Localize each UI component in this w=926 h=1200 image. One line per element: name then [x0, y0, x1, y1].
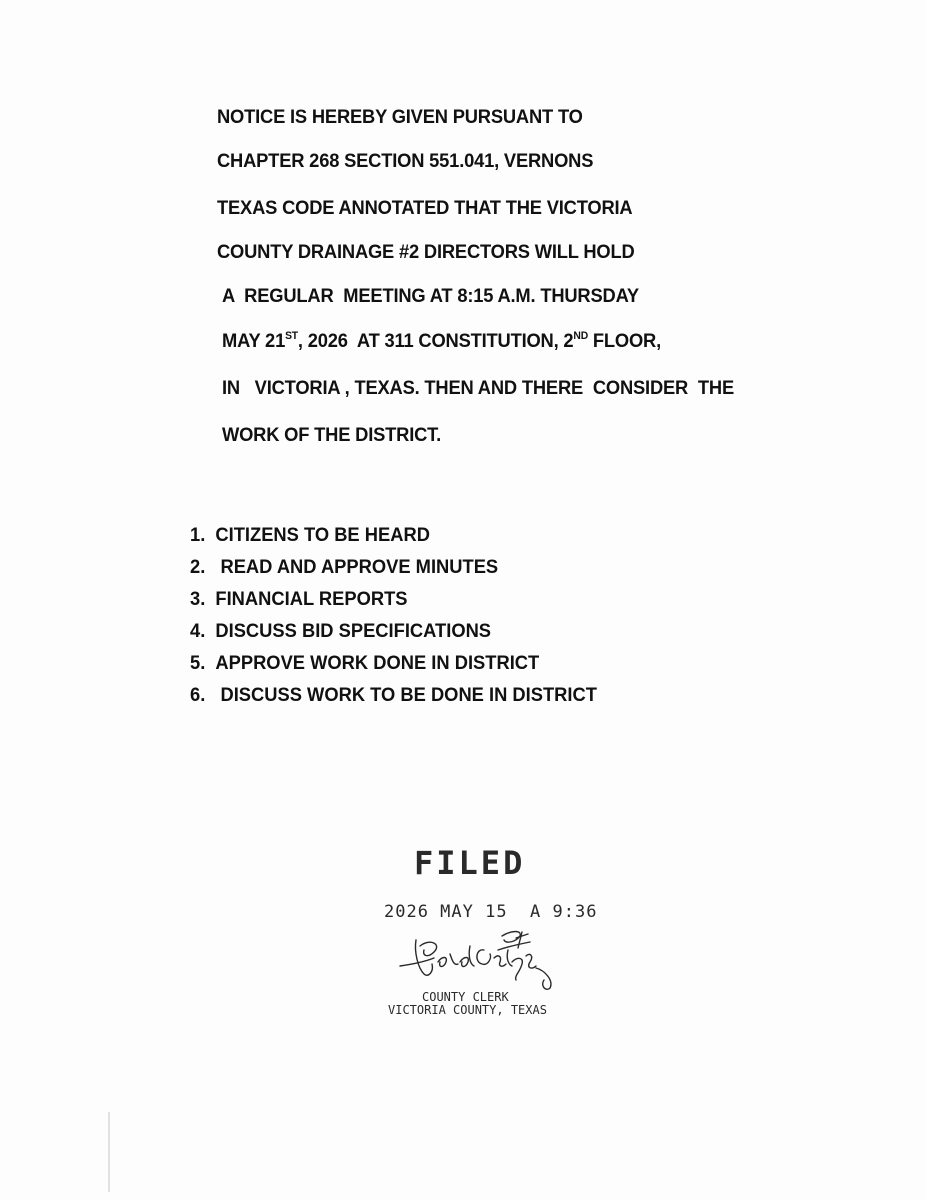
stamp-county: VICTORIA COUNTY, TEXAS [388, 1003, 547, 1017]
notice-line-4: COUNTY DRAINAGE #2 DIRECTORS WILL HOLD [217, 241, 635, 263]
notice-line-5: A REGULAR MEETING AT 8:15 A.M. THURSDAY [222, 285, 639, 307]
agenda-text: DISCUSS WORK TO BE DONE IN DISTRICT [215, 684, 597, 706]
notice-line-3: TEXAS CODE ANNOTATED THAT THE VICTORIA [217, 197, 633, 219]
notice-line-8: WORK OF THE DISTRICT. [222, 424, 442, 446]
notice-floor-part: FLOOR, [587, 330, 662, 352]
agenda-item [190, 588, 408, 611]
agenda-number: 5. [190, 652, 206, 674]
stamp-filed-label: FILED [414, 844, 526, 882]
scan-artifact [108, 1112, 110, 1192]
agenda-item [190, 684, 597, 707]
stamp-clerk-title: COUNTY CLERK [422, 990, 509, 1004]
clerk-signature [394, 928, 564, 994]
agenda-text: FINANCIAL REPORTS [215, 588, 408, 610]
agenda-text: DISCUSS BID SPECIFICATIONS [215, 620, 492, 642]
stamp-date: 2026 MAY 15 A 9:36 [384, 902, 598, 922]
notice-line-7: IN VICTORIA , TEXAS. THEN AND THERE CONSIDER THE [222, 377, 735, 399]
notice-line-6 [222, 330, 661, 353]
ordinal-suffix: ST [285, 330, 298, 342]
agenda-item [190, 524, 430, 547]
agenda-item [190, 652, 539, 675]
agenda-item [190, 620, 491, 643]
ordinal-suffix: ND [573, 330, 588, 342]
agenda-number: 1. [190, 524, 206, 546]
agenda-number: 4. [190, 620, 206, 642]
agenda-number: 3. [190, 588, 206, 610]
agenda-number: 6. [190, 684, 206, 706]
agenda-item [190, 556, 498, 579]
notice-date-part: MAY 21 [222, 330, 286, 352]
notice-line-2: CHAPTER 268 SECTION 551.041, VERNONS [217, 150, 594, 172]
notice-address-part: , 2026 AT 311 CONSTITUTION, 2 [297, 330, 574, 352]
agenda-text: READ AND APPROVE MINUTES [215, 556, 499, 578]
filed-stamp [380, 840, 598, 1030]
agenda-number: 2. [190, 556, 206, 578]
agenda-text: CITIZENS TO BE HEARD [215, 524, 430, 546]
agenda-text: APPROVE WORK DONE IN DISTRICT [215, 652, 540, 674]
notice-line-1: NOTICE IS HEREBY GIVEN PURSUANT TO [217, 106, 583, 128]
